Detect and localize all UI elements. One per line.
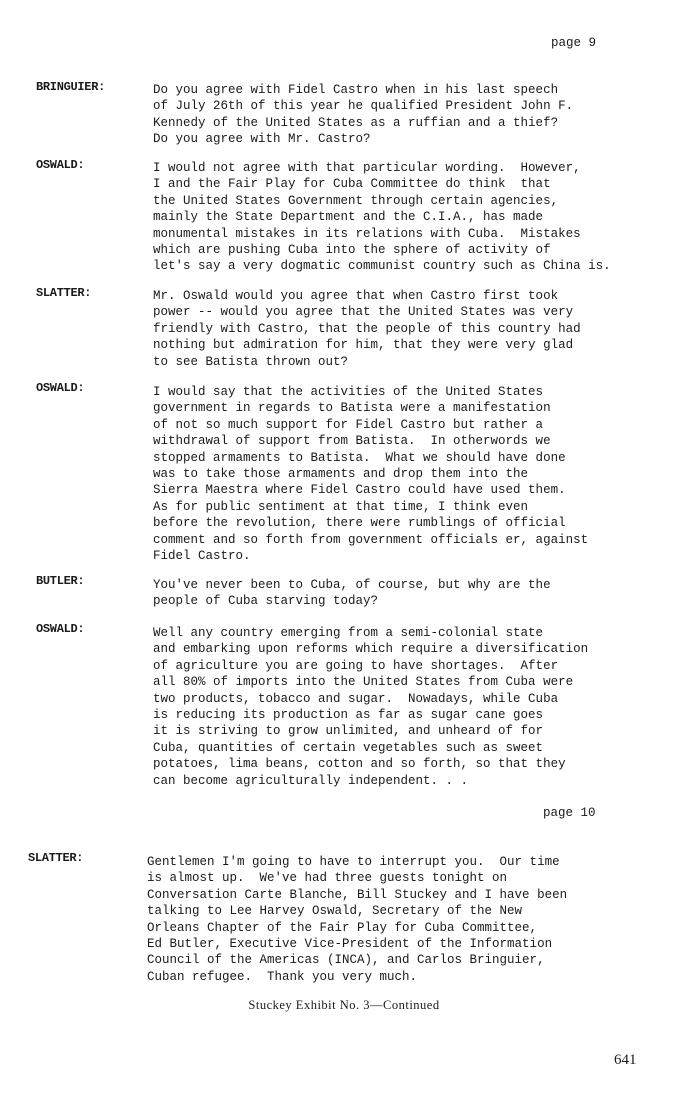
speech-text: Mr. Oswald would you agree that when Castro first took power -- would you agree that the United States was very friendly with Castro, that the people of this country had nothing but admiration for him, that they were very glad to see Batista thrown out? <box>153 289 581 369</box>
speaker-name: OSWALD: <box>36 381 85 395</box>
page-number-label: page 9 <box>551 36 597 50</box>
speech-text: I would not agree with that particular wording. However, I and the Fair Play for Cuba Committee do think that the United States Government through certain agencies, mainly the State Department and the C.I.A., has made monumental mistakes in its relations with Cuba. Mistakes which are pushing Cuba into the sphere of activity of let's say a very dogmatic communist country such as China is. <box>153 161 611 274</box>
speaker-name: BUTLER: <box>36 574 85 588</box>
speech-text: Gentlemen I'm going to have to interrupt you. Our time is almost up. We've had three guests tonight on Conversation Carte Blanche, Bill Stuckey and I have been talking to Lee Harvey Oswald, Secretary of the New Orleans Chapter of the Fair Play for Cuba Committee, Ed Butler, Executive Vice-President of the Information Council of the Americas (INCA), and Carlos Bringuier, Cuban refugee. Thank you very much. <box>147 855 568 984</box>
speech-text: You've never been to Cuba, of course, but why are the people of Cuba starving today? <box>153 578 551 609</box>
speech-text: I would say that the activities of the United States government in regards to Batista were a manifestation of not so much support for Fidel Castro but rather a withdrawal of support from Batista. In otherwords we stopped armaments to Batista. What we should have done was to take those armaments and drop them into the Sierra Maestra where Fidel Castro could have used them. As for public sentiment at that time, I think even before the revolution, there were rumblings of official comment and so forth from government officials er, against Fidel Castro. <box>153 385 589 564</box>
speaker-name: OSWALD: <box>36 158 85 172</box>
speaker-name: BRINGUIER: <box>36 80 106 94</box>
exhibit-caption: Stuckey Exhibit No. 3—Continued <box>248 998 440 1012</box>
speaker-name: SLATTER: <box>28 851 84 865</box>
speech-text: Do you agree with Fidel Castro when in his last speech of July 26th of this year he qualified President John F. Kennedy of the United States as a ruffian and a thief? Do you agree with Mr. Castro? <box>153 83 574 147</box>
page-number-label: page 10 <box>543 806 596 820</box>
speech-text: Well any country emerging from a semi-colonial state and embarking upon reforms which require a diversification of agriculture you are going to have shortages. After all 80% of imports into the United States from Cuba were two products, tobacco and sugar. Nowadays, while Cuba is reducing its production as far as sugar cane goes it is striving to grow unlimited, and unheard of for Cuba, quantities of certain vegetables such as sweet potatoes, lima beans, cotton and so forth, so that they can become agriculturally independent. . . <box>153 626 589 788</box>
speaker-name: OSWALD: <box>36 622 85 636</box>
page-folio: 641 <box>614 1052 637 1068</box>
speaker-name: SLATTER: <box>36 286 92 300</box>
